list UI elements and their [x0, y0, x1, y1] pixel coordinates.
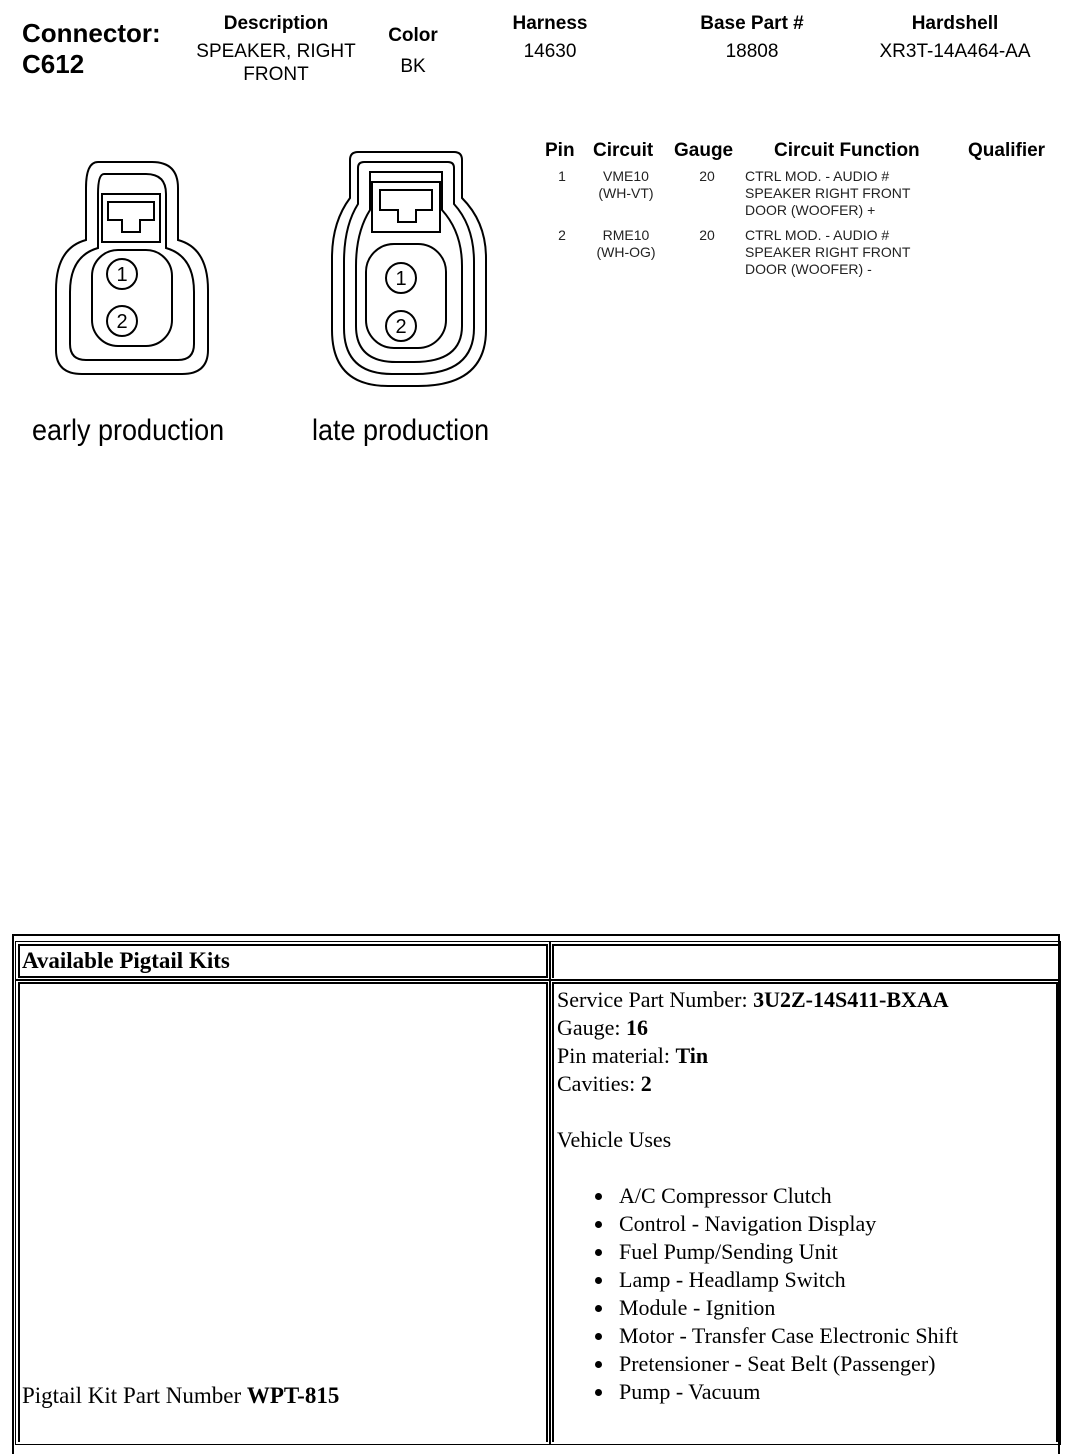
gauge-label: Gauge: [557, 1015, 627, 1040]
description-column [180, 12, 372, 86]
pin-material-line [557, 1042, 1053, 1070]
connector-label: Connector: [22, 18, 161, 48]
pin-material-value: Tin [675, 1043, 709, 1068]
late-mid-shell [344, 162, 474, 374]
table-row-2-gauge: 20 [699, 227, 715, 243]
late-latch-tab [380, 190, 432, 222]
pigtail-details [557, 986, 1053, 1406]
vehicle-uses-label: Vehicle Uses [557, 1127, 672, 1152]
late-pin-1-label: 1 [395, 268, 407, 290]
gauge-header: Gauge [674, 140, 734, 161]
hardshell-label: Hardshell [911, 13, 999, 34]
base-part-value: 18808 [725, 41, 779, 62]
hardshell-value: XR3T-14A464-AA [879, 41, 1031, 62]
early-production-label: early production [32, 414, 225, 447]
table-row-2-pin: 2 [558, 227, 566, 243]
connector-id: C612 [22, 49, 85, 79]
list-item: Module - Ignition [619, 1294, 1053, 1322]
table-row-1-function-line1: CTRL MOD. - AUDIO # [745, 168, 890, 184]
table-row-1-circuit [584, 168, 668, 202]
cavities-line [557, 1070, 1053, 1098]
table-row-1-circuit-id: VME10 [603, 168, 649, 184]
gauge-line [557, 1014, 1053, 1042]
late-production-label: late production [312, 414, 490, 447]
harness-value: 14630 [523, 41, 577, 62]
pigtail-image-cell [18, 982, 548, 1442]
table-row-2-function [745, 227, 965, 278]
service-part-line [557, 986, 1053, 1014]
color-column [374, 24, 452, 78]
late-pin-2-label: 2 [395, 316, 407, 338]
table-row-1-circuit-color: (WH-VT) [598, 185, 654, 201]
qualifier-header: Qualifier [968, 140, 1046, 161]
pigtail-kit-part-label: Pigtail Kit Part Number [22, 1383, 247, 1408]
harness-column [490, 12, 610, 63]
color-value: BK [400, 56, 426, 77]
table-row-2-circuit-id: RME10 [602, 227, 650, 243]
pin-material-label: Pin material: [557, 1043, 676, 1068]
table-row-1-function-line3: DOOR (WOOFER) + [745, 202, 876, 218]
late-production-connector-diagram [318, 140, 518, 400]
pigtail-kits-title: Available Pigtail Kits [22, 948, 230, 973]
list-item: Fuel Pump/Sending Unit [619, 1238, 1053, 1266]
table-row-2-circuit [584, 227, 668, 261]
circuit-function-header: Circuit Function [774, 140, 920, 161]
color-label: Color [388, 25, 438, 46]
hardshell-column [860, 12, 1050, 63]
table-row-1-function [745, 168, 965, 219]
pigtail-header-right-cell [552, 944, 1058, 978]
circuit-header: Circuit [593, 140, 654, 161]
vehicle-uses-list [619, 1182, 1053, 1406]
list-item: Pump - Vacuum [619, 1378, 1053, 1406]
table-row-2-function-line3: DOOR (WOOFER) - [745, 261, 872, 277]
pigtail-kit-part-number [22, 1382, 339, 1410]
pigtail-kits-title-box [18, 944, 548, 978]
table-row-1-function-line2: SPEAKER RIGHT FRONT [745, 185, 911, 201]
table-row-2-circuit-color: (WH-OG) [596, 244, 656, 260]
pigtail-kit-part-value: WPT-815 [246, 1383, 340, 1408]
early-production-connector-diagram [40, 150, 240, 390]
description-value-line2: FRONT [243, 64, 309, 85]
list-item: Control - Navigation Display [619, 1210, 1053, 1238]
cavities-value: 2 [640, 1071, 652, 1096]
cavities-label: Cavities: [557, 1071, 641, 1096]
table-row-1-gauge: 20 [699, 168, 715, 184]
table-row-2-function-line2: SPEAKER RIGHT FRONT [745, 244, 911, 260]
list-item: Lamp - Headlamp Switch [619, 1266, 1053, 1294]
early-pin-2-label: 2 [116, 311, 128, 333]
gauge-value: 16 [626, 1015, 649, 1040]
base-part-label: Base Part # [700, 13, 804, 34]
service-part-value: 3U2Z-14S411-BXAA [753, 987, 949, 1012]
service-part-label: Service Part Number: [557, 987, 754, 1012]
description-value-line1: SPEAKER, RIGHT [196, 41, 356, 62]
early-pin-1-label: 1 [116, 264, 128, 286]
base-part-column [682, 12, 822, 63]
pigtail-details-cell [552, 982, 1058, 1442]
early-latch-tab [108, 202, 154, 232]
harness-label: Harness [512, 13, 588, 34]
table-row-2-function-line1: CTRL MOD. - AUDIO # [745, 227, 890, 243]
description-label: Description [223, 13, 329, 34]
list-item: Motor - Transfer Case Electronic Shift [619, 1322, 1053, 1350]
pin-header: Pin [545, 140, 575, 161]
table-row-1-pin: 1 [558, 168, 566, 184]
connector-title [22, 18, 161, 80]
list-item: A/C Compressor Clutch [619, 1182, 1053, 1210]
list-item: Pretensioner - Seat Belt (Passenger) [619, 1350, 1053, 1378]
